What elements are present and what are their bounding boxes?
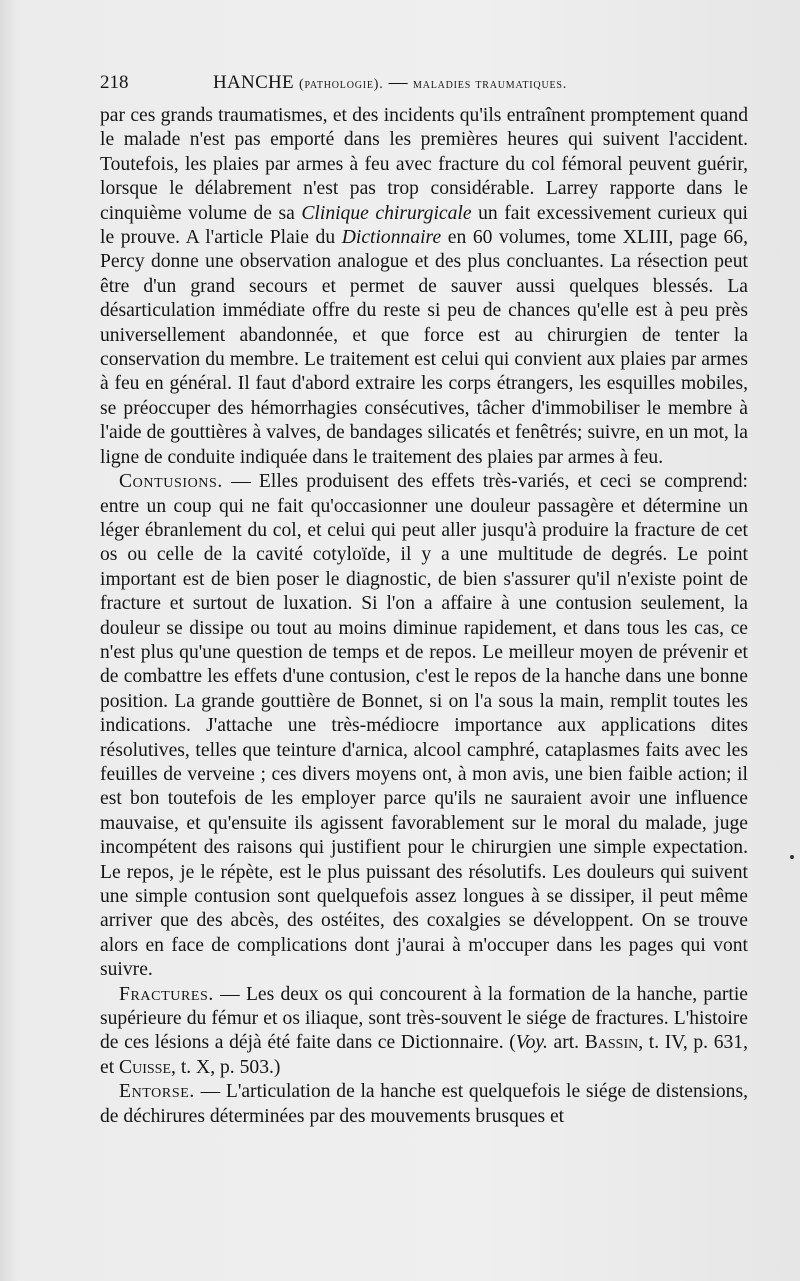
running-header — [100, 70, 748, 100]
text-run: , t. IV, p. 631, et — [100, 1032, 748, 1078]
title-main: HANCHE — [213, 72, 294, 93]
paragraph-continuation — [100, 104, 748, 470]
page-number: 218 — [100, 72, 129, 93]
title-paren: (pathologie). — [299, 77, 384, 92]
text-run: en 60 volumes, tome XLIII, page 66, Percy donne une observation analogue et des plus concluantes. La résection peut être d'un grand secours et permet de sauver aussi quelques blessés. La désarticulation immédiate offre du reste si peu de chances qu'elle est à peu près universellement abandonnée, et que force est au chirurgien de tenter la conservation du membre. Le traitement est celui qui convient aux plaies par armes à feu en général. Il faut d'abord extraire les corps étrangers, les esquilles mobiles, se préoccuper des hémorrhagies consécutives, tâcher d'immobiliser le membre à l'aide de gouttières à valves, de bandages silicatés et fenêtrés; suivre, en un mot, la ligne de conduite indiquée dans le traitement des plaies par armes à feu. — [100, 227, 748, 468]
body-text — [100, 104, 748, 1129]
text-run: — Elles produisent des effets très-variés, et ceci se comprend: entre un coup qui ne fait qu'occasionner une douleur passagère et détermine un léger ébranlement du col, et celui qui peut aller jusqu'à produire la fracture de cet os ou celle de la cavité cotyloïde, il y a une multitude de degrés. Le point important est de bien poser le diagnostic, de bien s'assurer qu'il n'existe point de fracture et surtout de luxation. Si l'on a affaire à une contusion seulement, la douleur se dissipe ou tout au moins diminue rapidement, et dans tous les cas, ce n'est plus qu'une question de temps et de repos. Le meilleur moyen de prévenir et de combattre les effets d'une contusion, c'est le repos de la hanche dans une bonne position. La grande gouttière de Bonnet, si on l'a sous la main, remplit toutes les indications. J'attache une très-médiocre importance aux applications dites résolutives, telles que teinture d'arnica, alcool camphré, cataplasmes faits avec les feuilles de verveine ; ces divers moyens ont, à mon avis, une bien faible action; il est bon toutefois de les employer parce qu'ils ne sauraient avoir une influence mauvaise, et qu'ensuite ils agissent favorablement sur le moral du malade, juge incompétent des raisons qui justifient pour le chirurgien une simple expectation. Le repos, je le répète, est le plus puissant des résolutifs. Les douleurs qui suivent une simple contusion sont quelquefois assez longues à se dissiper, il peut même arriver que des abcès, des ostéites, des coxalgies se développent. On se trouve alors en face de complications dont j'aurai à m'occuper dans les pages qui vont suivre. — [100, 471, 748, 981]
section-heading-entorse: Entorse. — [119, 1081, 195, 1103]
text-run: — L'articulation de la hanche est quelquefois le siége de distensions, de déchirures déterminées par des mouvements brusques et — [100, 1081, 748, 1127]
text-run: — Les deux os qui concourent à la formation de la hanche, partie supérieure du fémur et os iliaque, sont très-souvent le siége de fractures. L'histoire de ces lésions a déjà été faite dans ce Dictionnaire. ( — [100, 983, 748, 1054]
section-heading-contusions: Contusions. — [119, 471, 223, 493]
text-run: par ces grands traumatismes, et des incidents qu'ils entraînent promptement quand le malade n'est pas emporté dans les premières heures qui suivent l'accident. Toutefois, les plaies par armes à feu avec fracture du col fémoral peuvent guérir, lorsque le délabrement n'est pas trop considérable. Larrey rapporte dans le cinquième volume de sa — [100, 105, 748, 224]
margin-speck — [790, 855, 794, 859]
cross-ref-bassin: Bassin — [584, 1032, 639, 1054]
cross-ref-cuisse: Cuisse — [119, 1056, 172, 1078]
title-section: maladies traumatiques. — [413, 77, 568, 92]
paragraph-fractures — [100, 983, 748, 1081]
paragraph-entorse — [100, 1080, 748, 1129]
italic-title: Clinique chirurgicale — [301, 202, 472, 224]
running-title — [213, 72, 567, 94]
text-run: un fait excessivement curieux qui le prouve. A l'article Plaie du — [100, 202, 748, 249]
title-dash: — — [388, 72, 408, 93]
italic-title: Dictionnaire — [341, 227, 442, 249]
italic-voy: Voy. — [515, 1032, 548, 1054]
paragraph-contusions — [100, 470, 748, 983]
text-run: , t. X, p. 503.) — [171, 1056, 281, 1078]
section-heading-fractures: Fractures. — [119, 983, 214, 1005]
text-run: art. — [547, 1032, 585, 1054]
